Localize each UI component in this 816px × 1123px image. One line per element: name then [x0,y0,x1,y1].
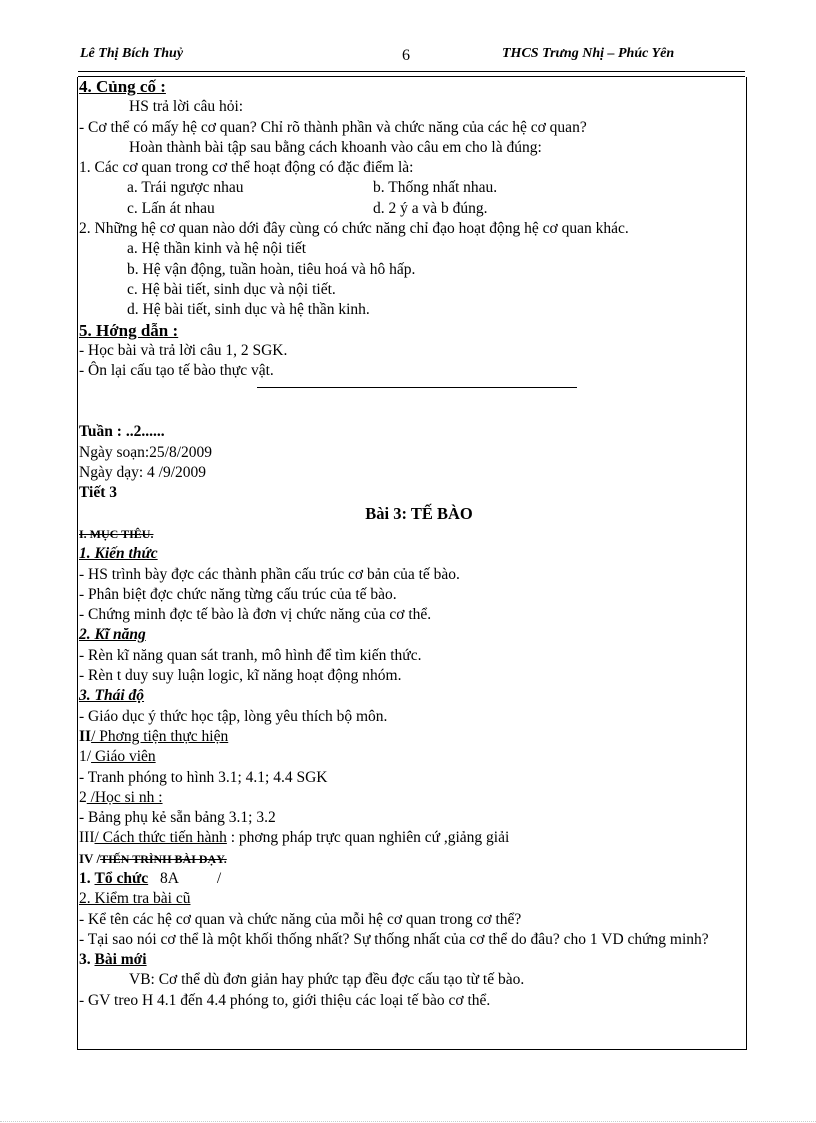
lesson-title [79,504,739,524]
ki-nang-heading: 2. Kĩ năng [79,626,146,644]
to-chuc-class: 8A / [160,869,222,887]
bai-moi-num: 3. [79,951,91,969]
thai-do-heading: 3. Thái độ [79,687,145,705]
answer-row [79,199,739,219]
giao-vien-heading: Giáo viên [91,748,156,766]
text-line: - Ôn lại cấu tạo tế bào thực vật. [79,362,274,380]
question-1: 1. Các cơ quan trong cơ thể hoạt động có đặc điểm là: [79,159,414,177]
tiet: Tiết 3 [79,484,118,502]
text-line: - Kể tên các hệ cơ quan và chức năng của mỗi hệ cơ quan trong cơ thể? [79,910,522,928]
bai-moi-heading: Bài mới [94,951,147,969]
ngay-day: Ngày dạy: 4 /9/2009 [79,464,206,482]
text-line: - Rèn kĩ năng quan sát tranh, mô hình để tìm kiến thức. [79,646,422,664]
huong-dan-heading: 5. Hớng dẫn : [79,320,179,340]
answer-option: c. Lấn át nhau [127,199,215,217]
page-number: 6 [402,47,410,64]
header-rule-top [78,71,745,72]
header-author: Lê Thị Bích Thuỷ [80,46,184,61]
text-line: - Học bài và trả lời câu 1, 2 SGK. [79,341,288,359]
text-line: VB: Cơ thể dù đơn giản hay phức tạp đều đợc cấu tạo từ tế bào. [129,971,525,989]
text-line: - Tại sao nói cơ thể là một khối thống nhất? Sự thống nhất của cơ thể do đâu? cho 1 VD chứng minh? [79,930,709,948]
section-num: 2 [79,788,87,806]
text-line: - Giáo dục ý thức học tập, lòng yêu thích bộ môn. [79,707,388,725]
kien-thuc-heading: 1. Kiến thức [79,545,158,563]
text-line: - Bảng phụ kẻ sẵn bảng 3.1; 3.2 [79,809,276,827]
text-line: - HS trình bày đợc các thành phần cấu trúc cơ bản của tế bào. [79,565,460,583]
cach-thuc-text: : phơng pháp trực quan nghiên cứ ,giảng giải [226,829,510,847]
section-roman-iii: III [79,829,95,847]
hoc-sinh-heading: /Học si nh : [86,788,163,806]
text-line: - Phân biệt đợc chức năng từng cấu trúc của tế bào. [79,585,397,603]
text-line: - Tranh phóng to hình 3.1; 4.1; 4.4 SGK [79,768,328,786]
phuong-tien-heading: / Phơng tiện thực hiện [91,727,229,745]
tien-trinh-heading: TIẾN TRÌNH BÀI DẠY. [100,851,227,866]
question-2: 2. Những hệ cơ quan nào dới đây cùng có chức năng chỉ đạo hoạt động hệ cơ quan khác. [79,220,629,238]
answer-row [79,178,739,198]
answer-option: a. Hệ thần kinh và hệ nội tiết [127,240,307,258]
section-num: 1/ [79,748,92,766]
lesson-name: TẾ BÀO [410,503,473,523]
tuan: Tuần : ..2...... [79,423,165,441]
page-edge [0,1121,816,1122]
to-chuc-num: 1. [79,869,91,887]
answer-option: a. Trái ngược nhau [127,179,244,197]
section-roman-iv: IV / [79,850,101,866]
answer-option: d. 2 ý a và b đúng. [373,199,488,217]
text-line: HS trả lời câu hỏi: [129,98,244,116]
text-line: - GV treo H 4.1 đến 4.4 phóng to, giới thiệu các loại tế bào cơ thể. [79,991,491,1009]
to-chuc-heading: Tổ chức [94,869,149,887]
text-line: - Cơ thể có mấy hệ cơ quan? Chỉ rõ thành phần và chức năng của các hệ cơ quan? [79,118,587,136]
text-line: - Rèn t duy suy luận logic, kĩ năng hoạt động nhóm. [79,667,402,685]
ngay-soan: Ngày soạn:25/8/2009 [79,443,213,461]
cach-thuc-heading: / Cách thức tiến hành [94,829,227,847]
text-line: - Chứng minh đợc tế bào là đơn vị chức năng của cơ thể. [79,606,432,624]
cung-co-heading: 4. Củng cố : [79,77,166,96]
answer-option: b. Hệ vận động, tuần hoàn, tiêu hoá và hô hấp. [127,260,416,278]
text-line: Hoàn thành bài tập sau bằng cách khoanh vào câu em cho là đúng: [129,138,542,156]
document-body [79,77,739,1011]
answer-option: b. Thống nhất nhau. [373,179,498,197]
answer-option: d. Hệ bài tiết, sinh dục và hệ thần kinh. [127,301,370,319]
answer-option: c. Hệ bài tiết, sinh dục và nội tiết. [127,280,336,298]
lesson-prefix: Bài 3: [365,503,407,523]
section-roman-ii: II [79,727,92,745]
muc-tieu-heading: I. MỤC TIÊU. [79,526,154,541]
header-school: THCS Trưng Nhị – Phúc Yên [502,46,675,61]
kiem-tra-heading: 2. Kiểm tra bài cũ [79,890,191,908]
